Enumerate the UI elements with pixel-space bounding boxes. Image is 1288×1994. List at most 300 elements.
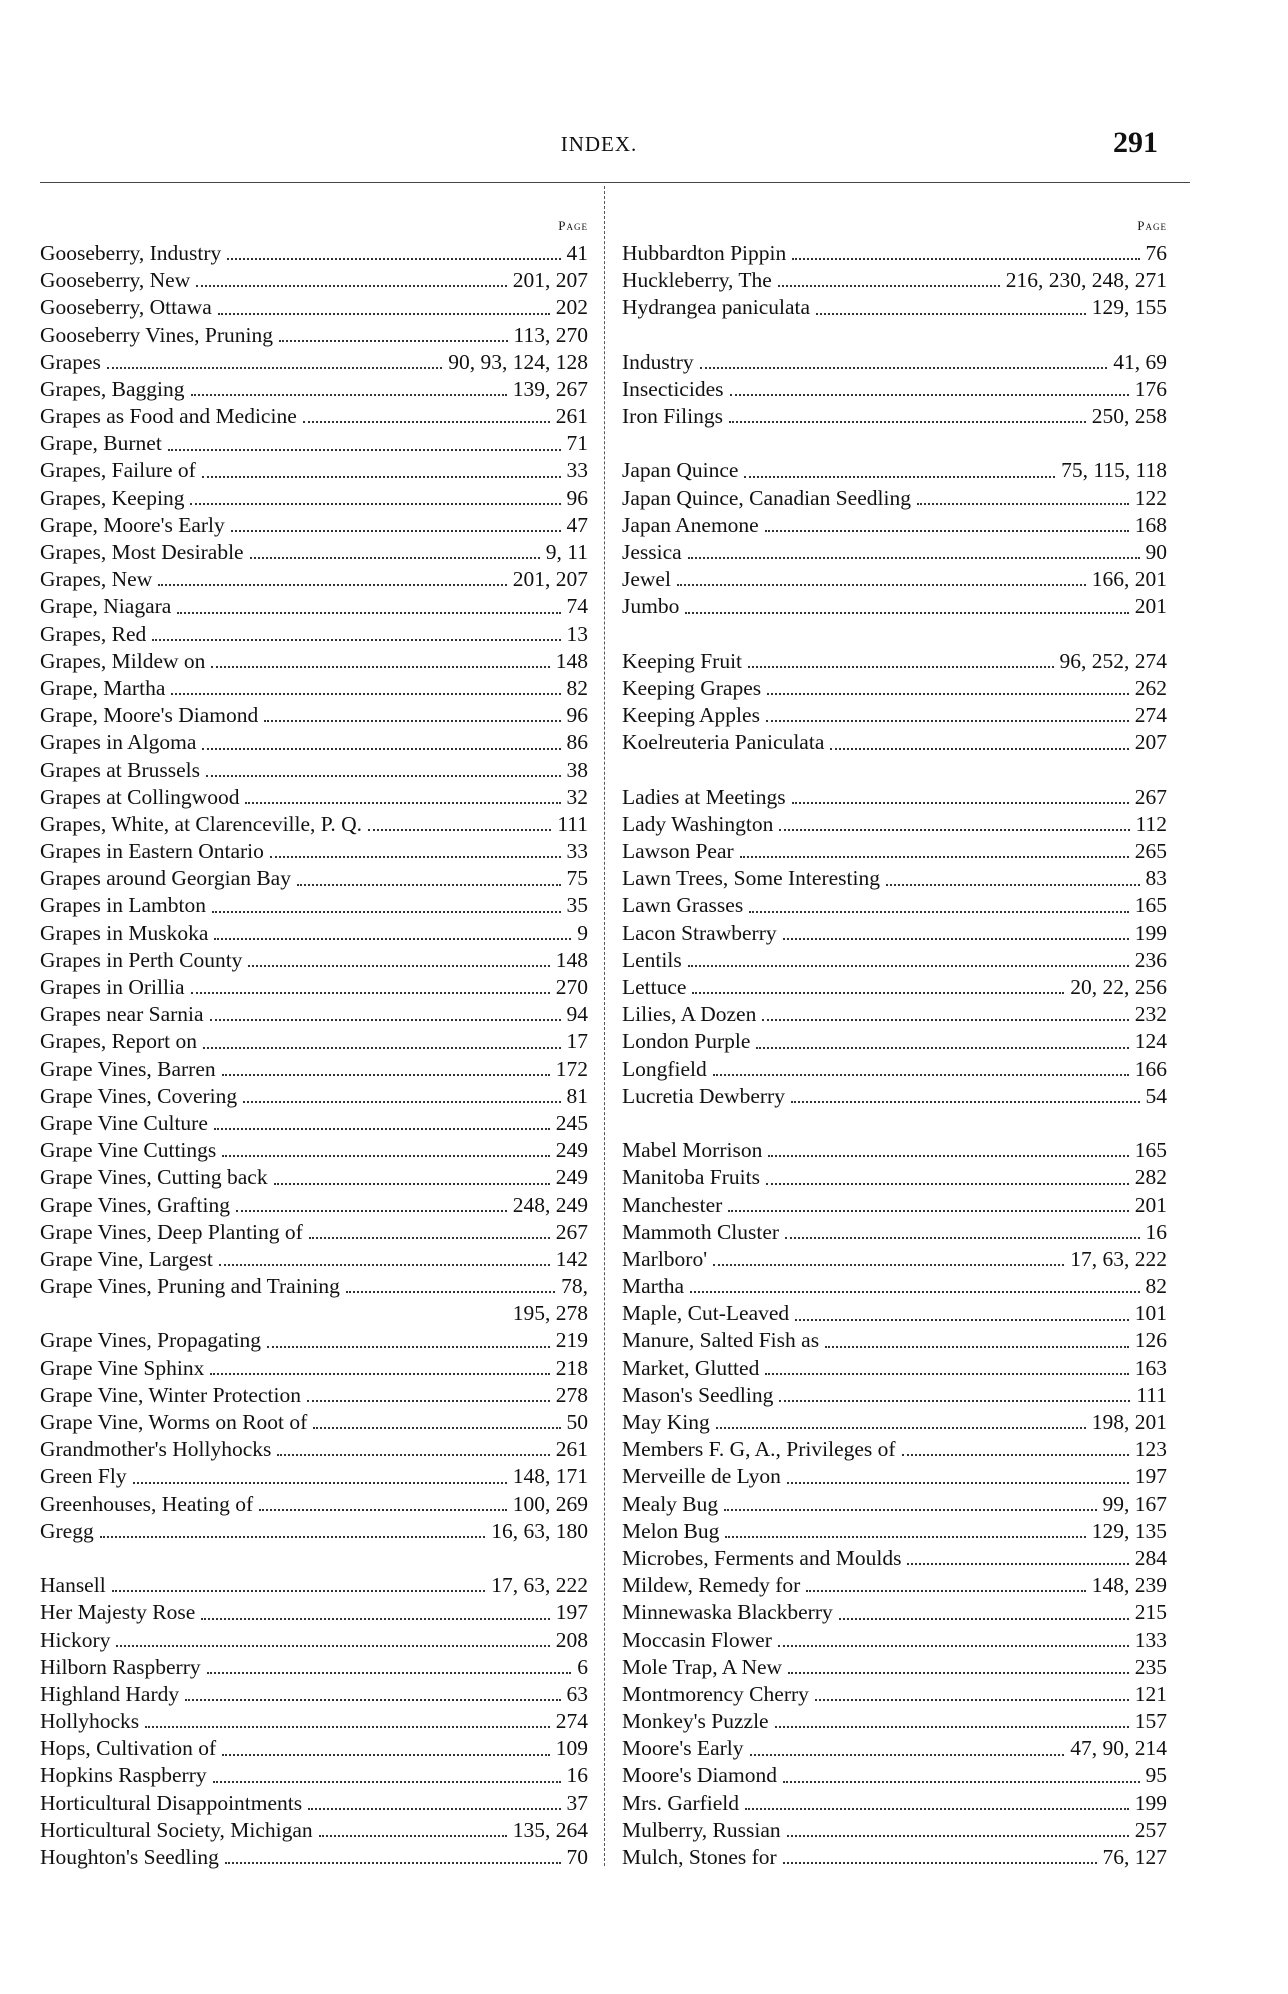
dot-leader <box>158 584 507 586</box>
entry-term: Lettuce <box>622 975 687 1000</box>
dot-leader <box>795 1319 1129 1321</box>
entry-pages: 172 <box>555 1056 588 1081</box>
entry-term: Lawn Grasses <box>622 893 744 918</box>
index-entry <box>40 1463 588 1490</box>
entry-pages: 81 <box>566 1083 588 1108</box>
entry-pages: 278 <box>555 1382 588 1407</box>
entry-term: Her Majesty Rose <box>40 1600 196 1625</box>
index-entry <box>40 1844 588 1871</box>
entry-term: Lawn Trees, Some Interesting <box>622 866 880 891</box>
dot-leader <box>133 1482 507 1484</box>
entry-pages: 50 <box>566 1410 588 1435</box>
entry-term: Horticultural Disappointments <box>40 1790 303 1815</box>
entry-term: Hilborn Raspberry <box>40 1654 201 1679</box>
entry-term: Grape Vines, Pruning and Training <box>40 1274 340 1299</box>
index-entry <box>40 294 588 321</box>
dot-leader <box>168 449 561 451</box>
entry-term: Mildew, Remedy for <box>622 1573 801 1598</box>
entry-pages: 126 <box>1134 1328 1167 1353</box>
dot-leader <box>816 313 1086 315</box>
entry-pages: 148 <box>555 648 588 673</box>
entry-term: Mammoth Cluster <box>622 1219 780 1244</box>
entry-pages: 47 <box>566 512 588 537</box>
index-entry <box>622 865 1167 892</box>
entry-term: Grape, Burnet <box>40 431 162 456</box>
entry-pages: 163 <box>1134 1355 1167 1380</box>
dot-leader <box>307 1400 550 1402</box>
entry-term: Grape Vine, Winter Protection <box>40 1382 301 1407</box>
entry-term: Ladies at Meetings <box>622 784 786 809</box>
index-entry <box>622 1436 1167 1463</box>
dot-leader <box>274 1183 550 1185</box>
dot-leader <box>107 367 442 369</box>
entry-pages: 168 <box>1134 512 1167 537</box>
entry-pages: 32 <box>566 784 588 809</box>
index-list-left <box>40 240 588 1871</box>
entry-term: Lilies, A Dozen <box>622 1002 757 1027</box>
index-entry <box>40 893 588 920</box>
index-entry <box>622 920 1167 947</box>
entry-term: Jewel <box>622 567 671 592</box>
entry-term: Grape Vines, Cutting back <box>40 1165 268 1190</box>
dot-leader <box>748 666 1053 668</box>
dot-leader <box>767 693 1129 695</box>
index-list-right <box>622 240 1167 1871</box>
dot-leader <box>297 884 561 886</box>
index-column-left <box>40 214 588 1871</box>
index-entry <box>40 376 588 403</box>
entry-term: Grapes in Eastern Ontario <box>40 839 264 864</box>
entry-term: Grape Vines, Barren <box>40 1056 216 1081</box>
entry-pages: 202 <box>555 295 588 320</box>
dot-leader <box>346 1291 555 1293</box>
entry-term: Industry <box>622 349 694 374</box>
letter-group-gap <box>622 430 1167 457</box>
index-entry <box>622 893 1167 920</box>
entry-pages: 70 <box>566 1845 588 1870</box>
entry-term: Mason's Seedling <box>622 1382 774 1407</box>
entry-pages: 13 <box>566 621 588 646</box>
index-entry <box>40 1491 588 1518</box>
index-entry <box>40 1708 588 1735</box>
dot-leader <box>779 829 1129 831</box>
dot-leader <box>677 584 1086 586</box>
entry-pages: 267 <box>555 1219 588 1244</box>
header-rule <box>40 182 1190 183</box>
dot-leader <box>308 1808 560 1810</box>
index-column-right <box>622 214 1167 1871</box>
entry-pages: 257 <box>1134 1817 1167 1842</box>
entry-pages: 267 <box>1134 784 1167 809</box>
dot-leader <box>152 639 560 641</box>
entry-term: Montmorency Cherry <box>622 1681 809 1706</box>
dot-leader <box>725 1536 1085 1538</box>
entry-term: Hickory <box>40 1627 111 1652</box>
dot-leader <box>792 802 1129 804</box>
entry-term: Grape Vine Culture <box>40 1110 208 1135</box>
dot-leader <box>309 1237 550 1239</box>
dot-leader <box>787 1482 1129 1484</box>
index-entry <box>40 974 588 1001</box>
entry-pages: 236 <box>1134 947 1167 972</box>
index-entry <box>40 1219 588 1246</box>
entry-term: Japan Quince, Canadian Seedling <box>622 485 911 510</box>
index-entry <box>622 566 1167 593</box>
entry-pages: 54 <box>1145 1083 1167 1108</box>
index-entry <box>622 1491 1167 1518</box>
index-entry <box>622 349 1167 376</box>
dot-leader <box>245 802 560 804</box>
entry-term: Grapes, Keeping <box>40 485 185 510</box>
entry-term: Mrs. Garfield <box>622 1790 740 1815</box>
entry-pages: 148 <box>555 947 588 972</box>
entry-pages: 90, 93, 124, 128 <box>448 349 588 374</box>
entry-term: Grape Vines, Covering <box>40 1083 238 1108</box>
entry-term: London Purple <box>622 1029 751 1054</box>
index-entry <box>622 1056 1167 1083</box>
entry-pages: 249 <box>555 1138 588 1163</box>
index-entry <box>622 1735 1167 1762</box>
dot-leader <box>264 720 560 722</box>
entry-term: Horticultural Society, Michigan <box>40 1817 313 1842</box>
entry-pages: 262 <box>1134 675 1167 700</box>
running-title: INDEX. <box>560 132 638 156</box>
dot-leader <box>190 503 560 505</box>
entry-pages: 82 <box>566 675 588 700</box>
index-entry <box>622 1627 1167 1654</box>
entry-pages: 201 <box>1134 594 1167 619</box>
entry-pages: 122 <box>1134 485 1167 510</box>
index-entry <box>622 974 1167 1001</box>
index-entry <box>622 811 1167 838</box>
dot-leader <box>768 1155 1128 1157</box>
entry-term: Grapes in Muskoka <box>40 920 209 945</box>
entry-pages: 274 <box>555 1709 588 1734</box>
entry-term: Mulch, Stones for <box>622 1845 777 1870</box>
entry-pages: 74 <box>566 594 588 619</box>
index-entry <box>40 675 588 702</box>
index-entry <box>622 1355 1167 1382</box>
dot-leader <box>750 1754 1065 1756</box>
index-entry <box>40 648 588 675</box>
index-entry <box>622 1409 1167 1436</box>
entry-pages: 33 <box>566 458 588 483</box>
index-entry <box>622 1382 1167 1409</box>
index-entry <box>40 621 588 648</box>
index-entry <box>40 811 588 838</box>
entry-pages: 245 <box>555 1110 588 1135</box>
entry-term: Iron Filings <box>622 404 723 429</box>
dot-leader <box>700 367 1108 369</box>
dot-leader <box>740 856 1129 858</box>
entry-term: Grapes as Food and Medicine <box>40 404 297 429</box>
entry-pages: 9, 11 <box>545 540 588 565</box>
index-entry <box>622 838 1167 865</box>
dot-leader <box>267 1346 550 1348</box>
entry-term: Grape, Martha <box>40 675 166 700</box>
entry-pages: 17 <box>566 1029 588 1054</box>
index-entry <box>40 838 588 865</box>
entry-pages: 16 <box>1145 1219 1167 1244</box>
entry-term: Manchester <box>622 1192 723 1217</box>
entry-pages: 157 <box>1134 1709 1167 1734</box>
dot-leader <box>368 829 551 831</box>
index-entry <box>622 485 1167 512</box>
entry-term: Marlboro' <box>622 1246 708 1271</box>
entry-term: Japan Quince <box>622 458 739 483</box>
entry-pages: 219 <box>555 1328 588 1353</box>
dot-leader <box>222 1074 550 1076</box>
dot-leader <box>191 394 507 396</box>
entry-pages: 235 <box>1134 1654 1167 1679</box>
dot-leader <box>210 1019 561 1021</box>
dot-leader <box>100 1536 486 1538</box>
dot-leader <box>177 612 560 614</box>
dot-leader <box>185 1699 560 1701</box>
entry-term: Moore's Early <box>622 1736 744 1761</box>
entry-term: Merveille de Lyon <box>622 1464 781 1489</box>
dot-leader <box>787 1835 1129 1837</box>
entry-pages: 113, 270 <box>513 322 588 347</box>
entry-pages: 20, 22, 256 <box>1070 975 1167 1000</box>
index-entry <box>622 1246 1167 1273</box>
index-entry <box>622 240 1167 267</box>
entry-pages: 100, 269 <box>512 1491 588 1516</box>
entry-pages: 265 <box>1134 839 1167 864</box>
entry-pages: 94 <box>566 1002 588 1027</box>
index-entry <box>40 349 588 376</box>
dot-leader <box>207 1672 572 1674</box>
index-entry <box>622 1001 1167 1028</box>
entry-pages: 112 <box>1135 811 1167 836</box>
index-entry <box>622 376 1167 403</box>
dot-leader <box>688 557 1140 559</box>
dot-leader <box>749 911 1129 913</box>
entry-term: Grapes at Collingwood <box>40 784 240 809</box>
entry-term: Minnewaska Blackberry <box>622 1600 833 1625</box>
index-entry <box>40 865 588 892</box>
index-entry <box>622 1790 1167 1817</box>
entry-pages: 274 <box>1134 703 1167 728</box>
entry-pages: 76, 127 <box>1102 1845 1167 1870</box>
dot-leader <box>917 503 1129 505</box>
entry-term: Grape, Niagara <box>40 594 172 619</box>
entry-pages: 284 <box>1134 1545 1167 1570</box>
index-entry <box>40 1246 588 1273</box>
page-number: 291 <box>1113 126 1158 159</box>
entry-pages: 111 <box>557 811 588 836</box>
entry-term: Lentils <box>622 947 682 972</box>
dot-leader <box>783 1781 1140 1783</box>
entry-pages: 199 <box>1134 920 1167 945</box>
entry-term: Martha <box>622 1274 685 1299</box>
dot-leader <box>248 965 549 967</box>
dot-leader <box>201 1618 550 1620</box>
entry-term: Grapes, Most Desirable <box>40 540 244 565</box>
entry-term: Grape Vine Cuttings <box>40 1138 217 1163</box>
dot-leader <box>907 1563 1128 1565</box>
entry-pages: 121 <box>1134 1681 1167 1706</box>
index-entry <box>40 430 588 457</box>
entry-pages: 197 <box>1134 1464 1167 1489</box>
entry-term: Japan Anemone <box>622 512 759 537</box>
dot-leader <box>211 666 549 668</box>
index-entry <box>622 1219 1167 1246</box>
column-page-heading: Page <box>1137 218 1167 233</box>
index-entry <box>40 1137 588 1164</box>
entry-term: Highland Hardy <box>40 1681 180 1706</box>
index-entry <box>40 702 588 729</box>
dot-leader <box>830 748 1128 750</box>
entry-term: Hansell <box>40 1573 106 1598</box>
dot-leader <box>792 258 1139 260</box>
letter-group-gap <box>622 1110 1167 1137</box>
dot-leader <box>219 1264 550 1266</box>
dot-leader <box>116 1645 549 1647</box>
dot-leader <box>778 285 1000 287</box>
index-entry <box>40 240 588 267</box>
entry-pages: 95 <box>1145 1763 1167 1788</box>
entry-term: Manure, Salted Fish as <box>622 1328 820 1353</box>
entry-term: Koelreuteria Paniculata <box>622 730 825 755</box>
entry-term: Grandmother's Hollyhocks <box>40 1437 272 1462</box>
entry-term: Hopkins Raspberry <box>40 1763 207 1788</box>
entry-pages: 6 <box>577 1654 588 1679</box>
entry-pages: 41, 69 <box>1113 349 1167 374</box>
entry-term: Melon Bug <box>622 1518 720 1543</box>
dot-leader <box>779 1400 1130 1402</box>
entry-pages: 207 <box>1134 730 1167 755</box>
entry-term: Moore's Diamond <box>622 1763 777 1788</box>
index-entry <box>622 1599 1167 1626</box>
index-entry <box>40 566 588 593</box>
dot-leader <box>886 884 1140 886</box>
index-entry <box>40 757 588 784</box>
index-entry <box>40 1518 588 1545</box>
entry-pages: 38 <box>566 757 588 782</box>
dot-leader <box>730 394 1129 396</box>
dot-leader <box>213 1781 561 1783</box>
entry-term: Grapes, Report on <box>40 1029 198 1054</box>
entry-term: Gooseberry, Industry <box>40 240 222 265</box>
entry-pages: 17, 63, 222 <box>491 1573 588 1598</box>
entry-term: Grapes, White, at Clarenceville, P. Q. <box>40 811 363 836</box>
index-entry <box>40 1273 588 1300</box>
index-entry <box>622 1192 1167 1219</box>
dot-leader <box>713 1074 1129 1076</box>
dot-leader <box>788 1672 1129 1674</box>
entry-pages: 261 <box>555 404 588 429</box>
index-entry <box>40 1817 588 1844</box>
index-entry <box>40 1083 588 1110</box>
dot-leader <box>214 1128 550 1130</box>
entry-pages: 195, 278 <box>512 1301 588 1326</box>
index-entry <box>622 512 1167 539</box>
index-entry <box>40 403 588 430</box>
entry-term: Green Fly <box>40 1464 127 1489</box>
index-entry <box>40 1627 588 1654</box>
entry-pages: 199 <box>1134 1790 1167 1815</box>
entry-pages: 96, 252, 274 <box>1059 648 1167 673</box>
index-entry <box>622 1572 1167 1599</box>
entry-pages: 282 <box>1134 1165 1167 1190</box>
dot-leader <box>745 1808 1129 1810</box>
entry-pages: 148, 171 <box>512 1464 588 1489</box>
dot-leader <box>692 992 1064 994</box>
index-entry <box>40 485 588 512</box>
entry-term: Lawson Pear <box>622 839 734 864</box>
entry-term: Grapes in Orillia <box>40 975 185 1000</box>
entry-term: Hollyhocks <box>40 1709 140 1734</box>
entry-pages: 176 <box>1134 376 1167 401</box>
index-entry <box>40 1028 588 1055</box>
entry-pages: 123 <box>1134 1437 1167 1462</box>
index-entry <box>40 920 588 947</box>
index-entry <box>40 539 588 566</box>
entry-term: Grape Vine, Worms on Root of <box>40 1410 308 1435</box>
entry-term: Grapes in Lambton <box>40 893 206 918</box>
dot-leader <box>775 1726 1129 1728</box>
entry-term: Monkey's Puzzle <box>622 1709 769 1734</box>
index-entry <box>622 1300 1167 1327</box>
index-entry <box>40 1681 588 1708</box>
index-entry <box>40 947 588 974</box>
dot-leader <box>202 748 560 750</box>
index-entry <box>40 1409 588 1436</box>
dot-leader <box>279 340 508 342</box>
letter-group-gap <box>622 322 1167 349</box>
dot-leader <box>744 476 1055 478</box>
index-entry <box>622 1708 1167 1735</box>
entry-pages: 109 <box>555 1736 588 1761</box>
entry-pages: 129, 155 <box>1091 295 1167 320</box>
index-entry <box>622 458 1167 485</box>
dot-leader <box>313 1427 560 1429</box>
entry-term: Grape Vines, Grafting <box>40 1192 230 1217</box>
entry-term: Hydrangea paniculata <box>622 295 811 320</box>
dot-leader <box>196 285 507 287</box>
dot-leader <box>236 1210 507 1212</box>
index-entry <box>40 1654 588 1681</box>
entry-term: Grapes near Sarnia <box>40 1002 204 1027</box>
entry-term: Moccasin Flower <box>622 1627 772 1652</box>
dot-leader <box>231 530 561 532</box>
index-entry <box>40 1763 588 1790</box>
entry-pages: 71 <box>566 431 588 456</box>
dot-leader <box>202 476 561 478</box>
index-entry-continuation <box>40 1300 588 1327</box>
entry-pages: 47, 90, 214 <box>1070 1736 1167 1761</box>
entry-pages: 9 <box>577 920 588 945</box>
dot-leader <box>785 1237 1139 1239</box>
page-header <box>40 126 1158 160</box>
index-entry <box>622 1844 1167 1871</box>
index-entry <box>622 1083 1167 1110</box>
entry-pages: 82 <box>1145 1274 1167 1299</box>
entry-term: Hubbardton Pippin <box>622 240 787 265</box>
index-entry <box>622 1164 1167 1191</box>
letter-group-gap <box>622 757 1167 784</box>
index-entry <box>40 1328 588 1355</box>
entry-pages: 248, 249 <box>512 1192 588 1217</box>
dot-leader <box>218 313 550 315</box>
entry-term: Grapes at Brussels <box>40 757 201 782</box>
dot-leader <box>765 1373 1128 1375</box>
entry-term: Grape Vines, Deep Planting of <box>40 1219 303 1244</box>
entry-pages: 166, 201 <box>1091 567 1167 592</box>
dot-leader <box>724 1509 1096 1511</box>
entry-pages: 201, 207 <box>512 567 588 592</box>
